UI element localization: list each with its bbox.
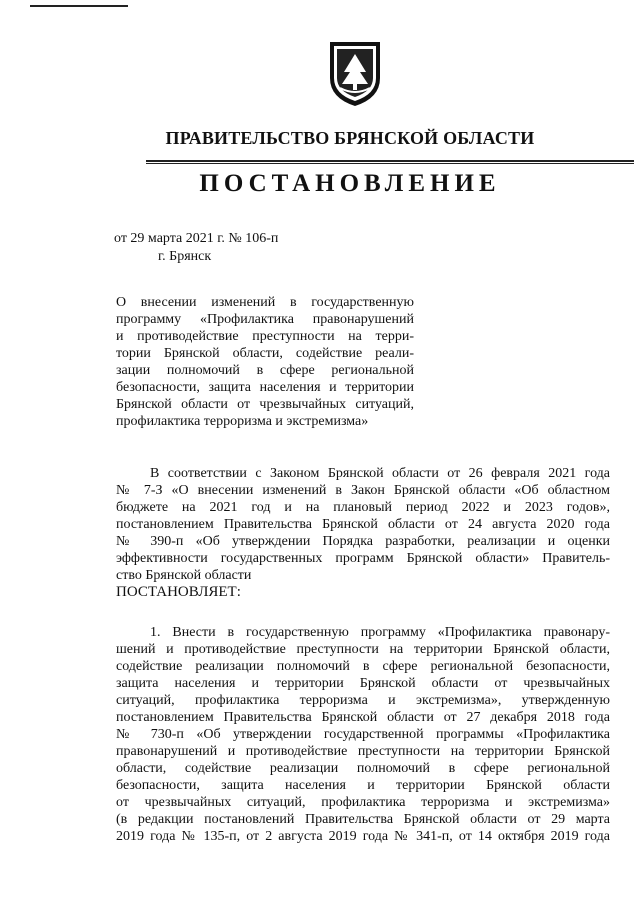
item-line: ситуаций, профилактика терроризма и экстремизма», утвержденную [116, 693, 610, 708]
document-city: г. Брянск [158, 249, 212, 264]
header-rule-thin [146, 163, 634, 164]
preamble-line: постановлением Правительства Брянской области от 24 августа 2020 года [116, 517, 610, 532]
preamble-line: В соответствии с Законом Брянской области от 26 февраля 2021 года [150, 466, 610, 481]
subject-line: О внесении изменений в государственную [116, 295, 414, 310]
item-line: содействие реализации полномочий в сфере региональной безопасности, [116, 659, 610, 674]
top-border-line [30, 5, 128, 7]
item-line: безопасности, защита населения и территории Брянской области [116, 778, 610, 793]
item-line: 2019 года № 135-п, от 2 августа 2019 года № 341-п, от 14 октября 2019 года [116, 829, 610, 844]
subject-line: программу «Профилактика правонарушений [116, 312, 414, 327]
header-rule-thick [146, 160, 634, 162]
document-body [116, 465, 610, 845]
organization-title: ПРАВИТЕЛЬСТВО БРЯНСКОЙ ОБЛАСТИ [165, 128, 535, 148]
document-type-title: ПОСТАНОВЛЕНИЕ [199, 170, 501, 197]
subject-line: зации полномочий в сфере региональной [116, 363, 414, 378]
item-line: № 730-п «Об утверждении государственной программы «Профилактика [116, 727, 610, 742]
item-line: защита населения и территории Брянской области от чрезвычайных [116, 676, 610, 691]
item-line: постановлением Правительства Брянской области от 27 декабря 2018 года [116, 710, 610, 725]
resolve-heading: ПОСТАНОВЛЯЕТ: [116, 584, 241, 600]
item-line: правонарушений и противодействие преступности на территории Брянской [116, 744, 610, 759]
item-line: области, содействие реализации полномочий в сфере региональной [116, 761, 610, 776]
item-line: 1. Внести в государственную программу «Профилактика правонару- [150, 625, 610, 640]
subject-line: безопасности, защита населения и территории [116, 380, 414, 395]
coat-of-arms-icon [324, 38, 386, 108]
subject-line: и противодействие преступности на терри- [116, 329, 414, 344]
preamble-line: № 390-п «Об утверждении Порядка разработки, реализации и оценки [116, 534, 610, 549]
item-line: (в редакции постановлений Правительства Брянской области от 29 марта [116, 812, 610, 827]
subject-line: Брянской области от чрезвычайных ситуаций, [116, 397, 414, 412]
item-line: от чрезвычайных ситуаций, профилактика терроризма и экстремизма» [116, 795, 610, 810]
preamble-line: бюджете на 2021 год и на плановый период 2022 и 2023 годов», [116, 500, 610, 515]
document-subject [116, 294, 414, 430]
preamble-line: № 7-З «О внесении изменений в Закон Брянской области «Об областном [116, 483, 610, 498]
document-date-number: от 29 марта 2021 г. № 106-п [114, 231, 279, 246]
subject-line: тории Брянской области, содействие реали- [116, 346, 414, 361]
preamble-line: эффективности государственных программ Брянской области» Правитель- [116, 551, 610, 566]
item-line: шений и противодействие преступности на территории Брянской области, [116, 642, 610, 657]
paragraph-gap [116, 601, 610, 624]
subject-line: профилактика терроризма и экстремизма» [116, 414, 369, 429]
preamble-line: ство Брянской области [116, 568, 252, 583]
